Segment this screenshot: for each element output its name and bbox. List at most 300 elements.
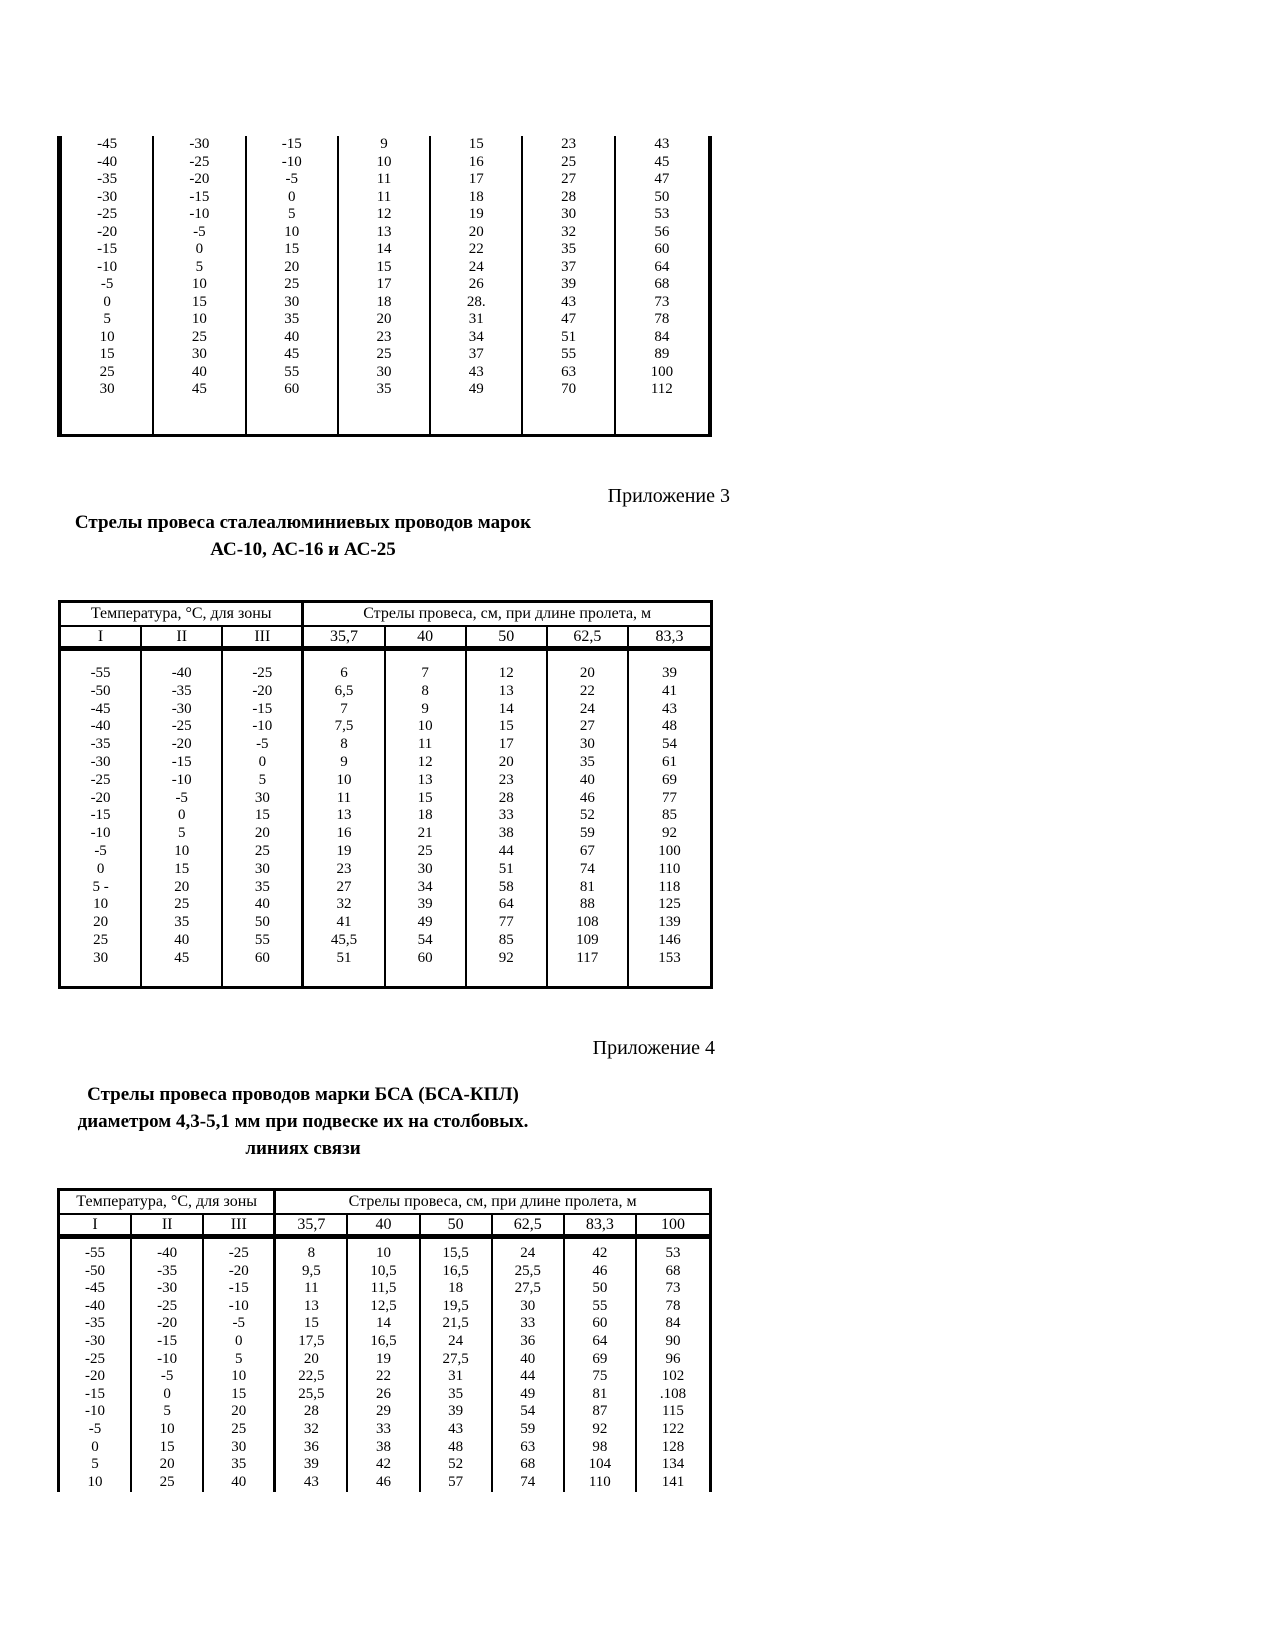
table-filler-cell: [637, 1491, 709, 1492]
table-cell: 83,3: [655, 628, 684, 645]
table-cell: 73: [665, 1280, 681, 1297]
table3-title: [53, 1081, 553, 1162]
table-cell: 35: [523, 241, 615, 259]
table-cell: 8: [304, 736, 385, 754]
table-cell: -5: [132, 1368, 204, 1386]
table-cell: -55: [60, 1245, 132, 1263]
table-cell: 51: [467, 861, 548, 879]
table-cell: 30: [493, 1298, 565, 1316]
appendix-4-label: Приложение 4: [592, 1037, 715, 1059]
table-cell: 10: [154, 276, 246, 294]
table-cell: 23: [467, 772, 548, 790]
table-cell: 10: [386, 718, 467, 736]
table-cell: -10: [62, 259, 154, 277]
table-cell: 45: [154, 381, 246, 399]
table-cell: 11: [339, 171, 431, 189]
table-cell: 78: [665, 1297, 681, 1314]
table-cell: 13: [339, 224, 431, 242]
table-cell: 49: [386, 914, 467, 932]
table-cell: 30: [61, 950, 142, 968]
table-cell: 98: [565, 1439, 637, 1457]
table-cell: 43: [661, 700, 677, 717]
table-cell: 30: [247, 294, 339, 312]
table-cell: -45: [60, 1280, 132, 1298]
table-cell: 59: [548, 825, 629, 843]
table-cell: 57: [421, 1474, 493, 1492]
table-cell: 37: [431, 346, 523, 364]
table-cell: -10: [204, 1298, 276, 1316]
table-cell: 74: [493, 1474, 565, 1492]
table-cell: 128: [661, 1438, 685, 1455]
appendix-3-label: Приложение 3: [607, 485, 730, 507]
table-cell: 19: [348, 1351, 420, 1369]
table-cell: -35: [142, 683, 223, 701]
table-cell: 15: [276, 1315, 348, 1333]
table-cell: 16: [304, 825, 385, 843]
table-cell: 12: [386, 754, 467, 772]
table-gap-cell: [548, 651, 629, 665]
table-cell: 50: [467, 627, 548, 646]
table-cell: -50: [61, 683, 142, 701]
table3-title-line1: Стрелы провеса проводов марки БСА (БСА-КПЛ): [87, 1084, 519, 1105]
table-cell: -55: [61, 665, 142, 683]
table-cell: 19: [431, 206, 523, 224]
table-cell: 21,5: [421, 1315, 493, 1333]
table-cell: 55: [247, 364, 339, 382]
table-cell: -15: [142, 754, 223, 772]
table-gap-cell: [386, 651, 467, 665]
table-cell: 8: [386, 683, 467, 701]
table-cell: 34: [431, 329, 523, 347]
sag-table-ac-wires: [58, 600, 713, 989]
table-cell: 108: [548, 914, 629, 932]
table-cell: II: [142, 627, 223, 646]
table-cell: -30: [60, 1333, 132, 1351]
table-cell: -5: [154, 224, 246, 242]
table-filler-cell: [60, 1491, 132, 1492]
table-filler-cell: [493, 1491, 565, 1492]
table-cell: -20: [132, 1315, 204, 1333]
table-cell: -25: [61, 772, 142, 790]
table-cell: 11: [304, 790, 385, 808]
table-cell: 35: [223, 879, 304, 897]
table-cell: 60: [223, 950, 304, 968]
table-cell: 78: [654, 311, 670, 327]
table-cell: 40: [142, 932, 223, 950]
table-cell: 39: [386, 896, 467, 914]
table-cell: 15: [467, 718, 548, 736]
table-cell: 15: [223, 807, 304, 825]
table-header: [61, 603, 710, 651]
table-cell: 77: [467, 914, 548, 932]
table-cell: 54: [386, 932, 467, 950]
table-cell: 25: [154, 329, 246, 347]
table-cell: 100: [660, 1216, 685, 1233]
table-cell: 73: [654, 293, 670, 310]
table-cell: 20: [467, 754, 548, 772]
table-cell: 25: [386, 843, 467, 861]
table-gap-cell: [61, 651, 142, 665]
table-cell: 62,5: [548, 627, 629, 646]
table-cell: 39: [421, 1403, 493, 1421]
table-cell: 28.: [431, 294, 523, 312]
table-cell: 0: [60, 1439, 132, 1457]
table-filler-cell: [142, 968, 223, 986]
table-filler-cell: [548, 968, 629, 986]
table-cell: 7: [386, 665, 467, 683]
table-cell: -20: [223, 683, 304, 701]
table-cell: 22,5: [276, 1368, 348, 1386]
table-cell: 35,7: [304, 627, 385, 646]
table-cell: 85: [467, 932, 548, 950]
table-body: [60, 1239, 709, 1492]
table-cell: -40: [142, 665, 223, 683]
table-cell: 27,5: [493, 1280, 565, 1298]
table-cell: 21: [386, 825, 467, 843]
table-cell: 51: [523, 329, 615, 347]
table-cell: 38: [348, 1439, 420, 1457]
table-cell: II: [132, 1215, 204, 1234]
table-cell: 125: [658, 896, 681, 913]
table-cell: 33: [348, 1421, 420, 1439]
table-cell: 112: [650, 381, 673, 397]
table-cell: -10: [61, 825, 142, 843]
table-cell: 20: [548, 665, 629, 683]
table-cell: 89: [654, 346, 670, 362]
table-cell: 25: [61, 932, 142, 950]
table-cell: 40: [223, 896, 304, 914]
table-cell: 18: [421, 1280, 493, 1298]
table-cell: 45: [142, 950, 223, 968]
table-cell: 17: [467, 736, 548, 754]
table-cell: 16,5: [348, 1333, 420, 1351]
table-gap-cell: [467, 651, 548, 665]
table-body: [62, 136, 708, 434]
table-filler-cell: [223, 968, 304, 986]
table-cell: 25: [523, 154, 615, 172]
table-cell: 20: [339, 311, 431, 329]
sag-table-continuation: [57, 136, 712, 437]
table-cell: -5: [142, 790, 223, 808]
table-filler-cell: [61, 968, 142, 986]
table-cell: 20: [142, 879, 223, 897]
table-cell: 25: [223, 843, 304, 861]
table-filler-cell: [154, 399, 246, 435]
table-subheader-row: [61, 627, 710, 646]
table-cell: 25: [204, 1421, 276, 1439]
table-cell: -20: [60, 1368, 132, 1386]
table-cell: 43: [276, 1474, 348, 1492]
table-cell: 100: [650, 363, 674, 380]
table-cell: 52: [548, 807, 629, 825]
table-cell: -20: [204, 1263, 276, 1281]
table-cell: 40: [493, 1351, 565, 1369]
table-cell: 16,5: [421, 1263, 493, 1281]
table-cell: 30: [223, 861, 304, 879]
table-cell: -10: [60, 1403, 132, 1421]
table-cell: -15: [60, 1386, 132, 1404]
table-cell: -30: [154, 136, 246, 154]
table-cell: 15: [247, 241, 339, 259]
table-cell: 35: [247, 311, 339, 329]
table-cell: 25: [142, 896, 223, 914]
table-cell: 12: [339, 206, 431, 224]
table-cell: 30: [339, 364, 431, 382]
table-cell: 60: [386, 950, 467, 968]
table-cell: 5: [132, 1403, 204, 1421]
table-cell: III: [204, 1215, 276, 1234]
table-filler-cell: [276, 1491, 348, 1492]
table-cell: 23: [304, 861, 385, 879]
table-cell: -15: [247, 136, 339, 154]
table-cell: 83,3: [565, 1215, 637, 1234]
table-cell: 110: [565, 1474, 637, 1492]
table-cell: 45,5: [304, 932, 385, 950]
table-cell: 48: [421, 1439, 493, 1457]
table-cell: 48: [661, 718, 677, 735]
table-cell: 11: [386, 736, 467, 754]
table-cell: 0: [247, 189, 339, 207]
table-cell: 10: [62, 329, 154, 347]
table-cell: -45: [61, 701, 142, 719]
table-cell: 55: [223, 932, 304, 950]
table-cell: 17,5: [276, 1333, 348, 1351]
table-cell: 30: [386, 861, 467, 879]
table-cell: 40: [204, 1474, 276, 1492]
table-cell: 84: [665, 1315, 681, 1332]
table-cell: 50: [421, 1215, 493, 1234]
table-cell: 38: [467, 825, 548, 843]
table-cell: 100: [658, 842, 681, 859]
table-cell: -25: [60, 1351, 132, 1369]
table-cell: 22: [548, 683, 629, 701]
table-cell: 53: [654, 206, 670, 222]
table-cell: 74: [548, 861, 629, 879]
table-cell: -35: [132, 1263, 204, 1281]
table-cell: 20: [223, 825, 304, 843]
table-cell: 7,5: [304, 718, 385, 736]
table-cell: 81: [565, 1386, 637, 1404]
table-cell: 50: [654, 188, 670, 205]
table-cell: 122: [661, 1420, 685, 1437]
table-cell: -25: [142, 718, 223, 736]
table-cell: -20: [62, 224, 154, 242]
table-cell: 20: [61, 914, 142, 932]
table-cell: -30: [142, 701, 223, 719]
table-cell: 23: [339, 329, 431, 347]
table-cell: -20: [61, 790, 142, 808]
table-cell: 15: [132, 1439, 204, 1457]
table-cell: 42: [565, 1245, 637, 1263]
table2-title-line2: АС-10, АС-16 и АС-25: [210, 539, 396, 560]
table-cell: 0: [223, 754, 304, 772]
table-cell: 0: [154, 241, 246, 259]
table-cell: 13: [386, 772, 467, 790]
sag-group-header: Стрелы провеса, см, при длине пролета, м: [348, 1193, 637, 1210]
table-cell: 5: [154, 259, 246, 277]
table-cell: 10: [348, 1245, 420, 1263]
table3-title-line3: линиях связи: [245, 1138, 361, 1159]
table-cell: 30: [62, 381, 154, 399]
table-cell: -15: [154, 189, 246, 207]
table-cell: 42: [348, 1456, 420, 1474]
table2-title-line1: Стрелы провеса сталеалюминиевых проводов марок: [74, 512, 532, 533]
table-cell: 30: [548, 736, 629, 754]
table-cell: -35: [61, 736, 142, 754]
table-cell: 24: [548, 701, 629, 719]
table-cell: 10: [204, 1368, 276, 1386]
table-cell: 153: [658, 949, 681, 966]
table-cell: 17: [431, 171, 523, 189]
table-cell: 68: [654, 276, 670, 292]
table-cell: 54: [493, 1403, 565, 1421]
sag-group-header: Стрелы провеса, см, при длине пролета, м: [363, 605, 652, 622]
table-cell: 0: [204, 1333, 276, 1351]
table-cell: 45: [247, 346, 339, 364]
table-cell: 51: [304, 950, 385, 968]
table-cell: 69: [661, 771, 677, 788]
table-cell: 43: [421, 1421, 493, 1439]
table-cell: 63: [523, 364, 615, 382]
table-cell: 25,5: [276, 1386, 348, 1404]
table-cell: I: [61, 627, 142, 646]
table-cell: -5: [60, 1421, 132, 1439]
table-cell: 96: [665, 1350, 681, 1367]
table-cell: 20: [431, 224, 523, 242]
table-cell: 22: [431, 241, 523, 259]
table-cell: 40: [348, 1215, 420, 1234]
table-cell: 37: [523, 259, 615, 277]
table-cell: 26: [431, 276, 523, 294]
table-cell: 35: [142, 914, 223, 932]
table-cell: 24: [421, 1333, 493, 1351]
table-cell: 10: [132, 1421, 204, 1439]
table-cell: 58: [467, 879, 548, 897]
table-cell: 10: [60, 1474, 132, 1492]
table-cell: 33: [493, 1315, 565, 1333]
table-cell: 16: [431, 154, 523, 172]
table-cell: -40: [60, 1298, 132, 1316]
table-cell: 6,5: [304, 683, 385, 701]
table-cell: 18: [431, 189, 523, 207]
table-cell: 92: [565, 1421, 637, 1439]
table-cell: -30: [61, 754, 142, 772]
table-filler-cell: [629, 968, 710, 986]
table-cell: 9: [304, 754, 385, 772]
table-cell: 35: [548, 754, 629, 772]
table-cell: 35: [204, 1456, 276, 1474]
table-cell: -20: [154, 171, 246, 189]
table-cell: 9,5: [276, 1263, 348, 1281]
table-cell: 20: [204, 1403, 276, 1421]
table-cell: 55: [565, 1298, 637, 1316]
table-cell: -30: [132, 1280, 204, 1298]
table-cell: 30: [223, 790, 304, 808]
table-cell: -25: [204, 1245, 276, 1263]
table-cell: 15: [339, 259, 431, 277]
table-cell: -40: [62, 154, 154, 172]
table-cell: 39: [661, 665, 677, 681]
table-cell: 14: [339, 241, 431, 259]
table-gap-cell: [223, 651, 304, 665]
table-cell: 46: [565, 1263, 637, 1281]
table-cell: 20: [132, 1456, 204, 1474]
table-cell: 68: [493, 1456, 565, 1474]
table-cell: 13: [467, 683, 548, 701]
table-body: [61, 651, 710, 986]
table-cell: 110: [658, 860, 681, 877]
table-header-groups: [60, 1191, 709, 1215]
table-cell: 55: [523, 346, 615, 364]
table-cell: 27: [523, 171, 615, 189]
table2-title: [53, 509, 553, 563]
table-cell: 28: [523, 189, 615, 207]
table-cell: 40: [154, 364, 246, 382]
table-cell: 24: [431, 259, 523, 277]
table-cell: 15: [386, 790, 467, 808]
table-cell: -40: [61, 718, 142, 736]
table-cell: 92: [467, 950, 548, 968]
table-cell: 11: [276, 1280, 348, 1298]
table-cell: 19,5: [421, 1298, 493, 1316]
table-cell: 15: [154, 294, 246, 312]
table-cell: 10: [142, 843, 223, 861]
table-cell: 68: [665, 1262, 681, 1279]
table-filler-cell: [616, 399, 708, 435]
table-cell: -10: [142, 772, 223, 790]
table-cell: -15: [204, 1280, 276, 1298]
table-filler-cell: [467, 968, 548, 986]
table-cell: 43: [431, 364, 523, 382]
table-cell: 50: [565, 1280, 637, 1298]
table-cell: 64: [654, 258, 670, 275]
table-cell: 14: [467, 701, 548, 719]
table-cell: 6: [304, 665, 385, 683]
table-cell: 13: [276, 1298, 348, 1316]
table-cell: 81: [548, 879, 629, 897]
table-cell: 87: [565, 1403, 637, 1421]
table-cell: 92: [661, 825, 677, 842]
table-cell: 60: [565, 1315, 637, 1333]
table-cell: 9: [386, 701, 467, 719]
table-cell: 11,5: [348, 1280, 420, 1298]
table-cell: -25: [223, 665, 304, 683]
table-cell: 11: [339, 189, 431, 207]
table-cell: 12,5: [348, 1298, 420, 1316]
table-cell: 22: [348, 1368, 420, 1386]
table-filler-cell: [523, 399, 615, 435]
table-cell: -15: [61, 807, 142, 825]
table-cell: 35,7: [276, 1215, 348, 1234]
table-filler-cell: [62, 399, 154, 435]
table-cell: -25: [154, 154, 246, 172]
table-cell: 10: [304, 772, 385, 790]
table-cell: -50: [60, 1263, 132, 1281]
table-filler-cell: [348, 1491, 420, 1492]
table-cell: -25: [62, 206, 154, 224]
table-cell: -40: [132, 1245, 204, 1263]
table-cell: III: [223, 627, 304, 646]
table-cell: 64: [467, 896, 548, 914]
table-filler-cell: [204, 1491, 276, 1492]
table-cell: -10: [247, 154, 339, 172]
table-cell: 27: [548, 718, 629, 736]
table-cell: 28: [276, 1403, 348, 1421]
table-cell: 24: [493, 1245, 565, 1263]
table-cell: 10: [154, 311, 246, 329]
table-cell: 75: [565, 1368, 637, 1386]
table-cell: 15: [62, 346, 154, 364]
